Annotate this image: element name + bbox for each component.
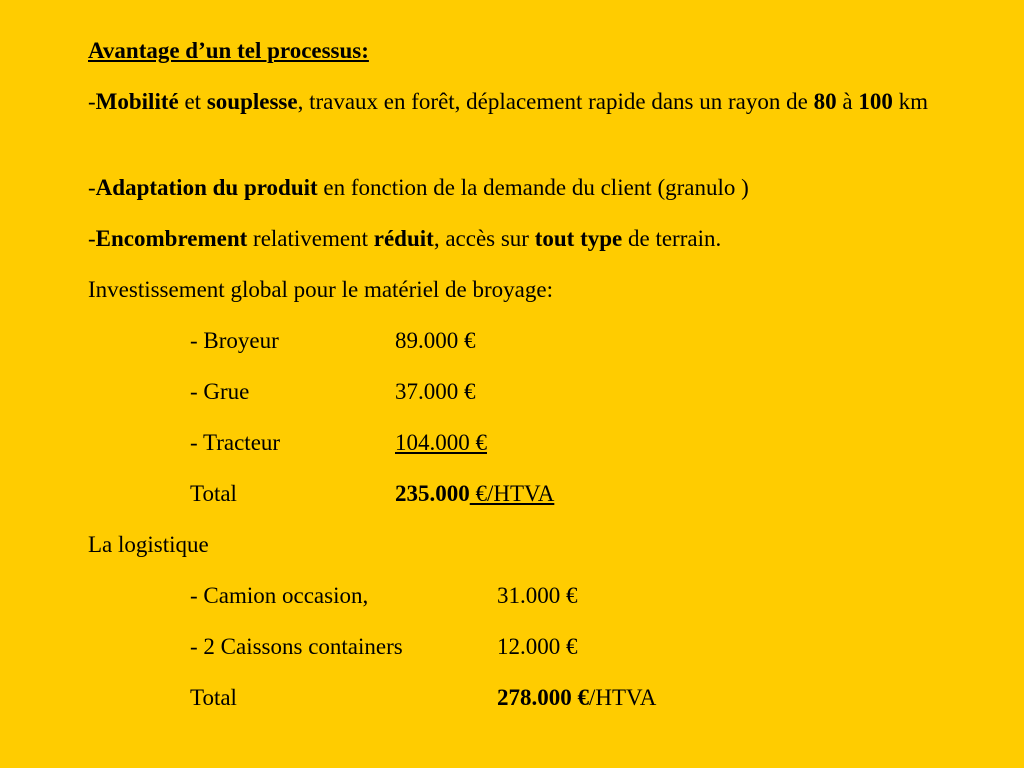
investment-total: [395, 481, 554, 507]
investment-item-label: - Grue: [190, 379, 250, 404]
text: à: [836, 89, 859, 114]
point-mobility: [88, 85, 958, 119]
dash: -: [88, 89, 96, 114]
investment-total-label: Total: [190, 481, 237, 506]
investment-item-label: - Tracteur: [190, 430, 281, 455]
dash: -: [88, 226, 96, 251]
term-reduit: réduit: [373, 226, 434, 251]
logistics-total: [497, 685, 656, 711]
term-souplesse: souplesse: [206, 89, 298, 114]
investment-total-value: 235.000: [395, 481, 470, 506]
text: , travaux en forêt, déplacement rapide dans un rayon de: [297, 89, 814, 114]
logistics-total-value: 278.000 €: [497, 685, 589, 710]
value-80: 80: [813, 89, 837, 114]
text: km: [892, 89, 928, 114]
logistics-item-label: - 2 Caissons containers: [190, 634, 403, 659]
term-adaptation: Adaptation du produit: [95, 175, 318, 200]
investment-item-value: 104.000 €: [395, 430, 487, 455]
logistics-heading: La logistique: [88, 532, 209, 557]
investment-item-label: - Broyeur: [190, 328, 279, 353]
investment-heading: Investissement global pour le matériel de broyage:: [88, 277, 553, 302]
text: en fonction de la demande du client (granulo ): [317, 175, 749, 200]
investment-item-value: 89.000 €: [395, 328, 476, 353]
point-encombrement: [88, 226, 721, 252]
logistics-item-label: - Camion occasion,: [190, 583, 369, 608]
term-mobilite: Mobilité: [95, 89, 179, 114]
slide-title: Avantage d’un tel processus:: [88, 38, 369, 63]
point-adaptation: [88, 175, 749, 201]
logistics-item-value: 31.000 €: [497, 583, 578, 608]
text: , accès sur: [433, 226, 535, 251]
logistics-item-value: 12.000 €: [497, 634, 578, 659]
investment-total-unit: €/HTVA: [469, 481, 555, 506]
dash: -: [88, 175, 96, 200]
text: relativement: [247, 226, 374, 251]
term-encombrement: Encombrement: [95, 226, 248, 251]
logistics-total-unit: /HTVA: [589, 685, 657, 710]
logistics-total-label: Total: [190, 685, 237, 710]
text: et: [178, 89, 207, 114]
text: de terrain.: [622, 226, 722, 251]
value-100: 100: [858, 89, 893, 114]
term-tout-type: tout type: [534, 226, 623, 251]
investment-item-value: 37.000 €: [395, 379, 476, 404]
